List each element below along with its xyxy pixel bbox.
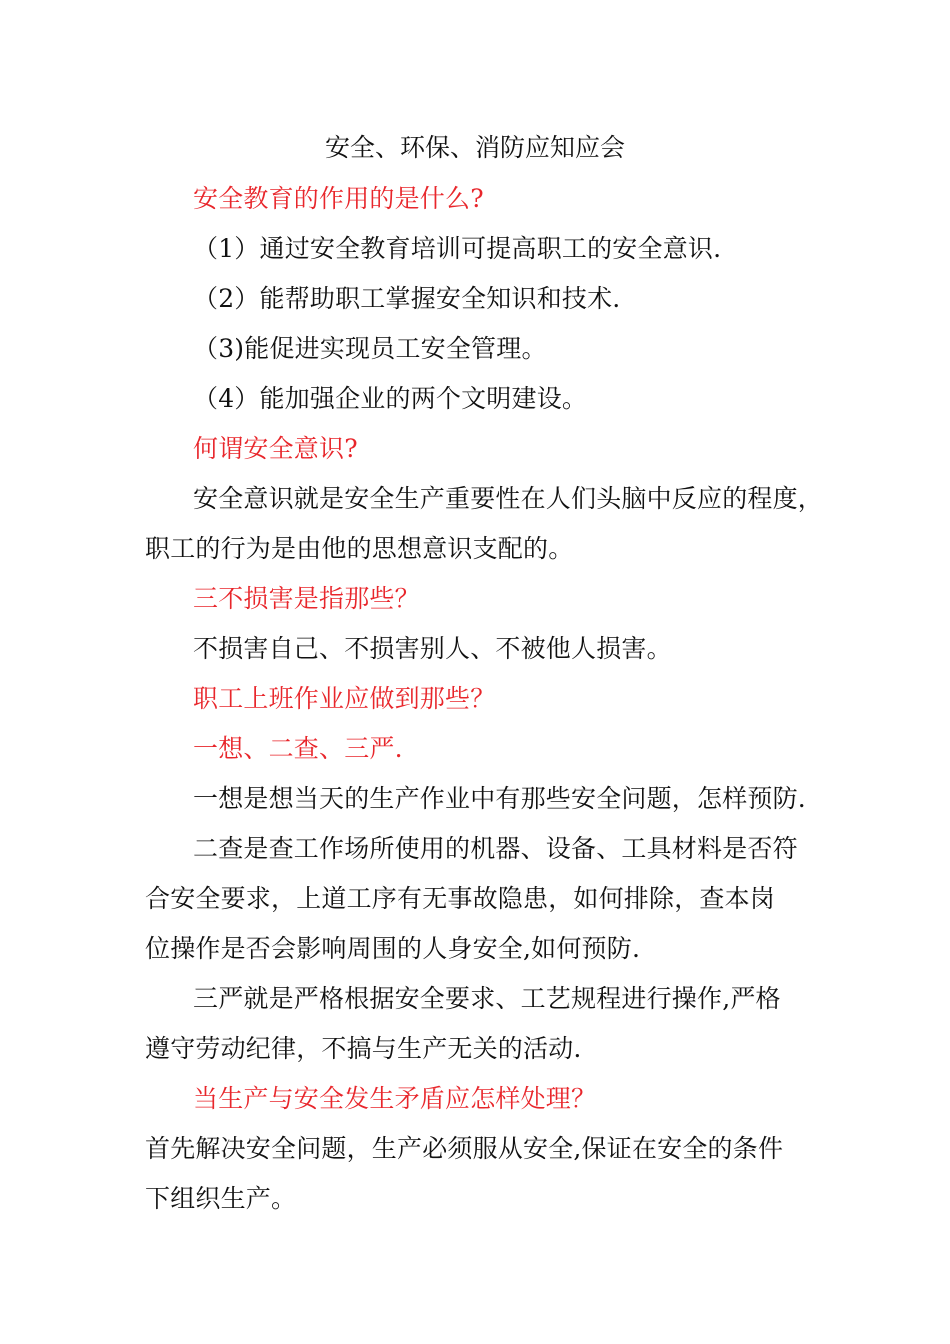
answer-item-1: （1）通过安全教育培训可提高职工的安全意识. bbox=[193, 234, 722, 263]
question-safety-education: 安全教育的作用的是什么? bbox=[193, 184, 484, 213]
answer-production-line-1: 首先解决安全问题，生产必须服从安全,保证在安全的条件 bbox=[145, 1134, 784, 1163]
answer-item-3: （3)能促进实现员工安全管理。 bbox=[193, 334, 547, 363]
answer-ercha-line-2: 合安全要求，上道工序有无事故隐患，如何排除，查本岗 bbox=[145, 884, 776, 913]
question-safety-awareness: 何谓安全意识? bbox=[193, 434, 358, 463]
question-work-duties: 职工上班作业应做到那些？ bbox=[193, 684, 496, 713]
work-duties-summary: 一想、二查、三严. bbox=[193, 734, 403, 763]
answer-ercha-line-3: 位操作是否会影响周围的人身安全,如何预防. bbox=[145, 934, 641, 963]
answer-three-no-harm: 不损害自己、不损害别人、不被他人损害。 bbox=[193, 634, 672, 663]
answer-sanyan-line-2: 遵守劳动纪律，不搞与生产无关的活动. bbox=[145, 1034, 582, 1063]
answer-item-2: （2）能帮助职工掌握安全知识和技术. bbox=[193, 284, 621, 313]
answer-yixiang: 一想是想当天的生产作业中有那些安全问题，怎样预防. bbox=[193, 784, 806, 813]
answer-sanyan-line-1: 三严就是严格根据安全要求、工艺规程进行操作,严格 bbox=[193, 984, 781, 1013]
answer-awareness-line-1: 安全意识就是安全生产重要性在人们头脑中反应的程度， bbox=[193, 484, 824, 513]
question-three-no-harm: 三不损害是指那些？ bbox=[193, 584, 420, 613]
answer-ercha-line-1: 二查是查工作场所使用的机器、设备、工具材料是否符 bbox=[193, 834, 798, 863]
answer-awareness-line-2: 职工的行为是由他的思想意识支配的。 bbox=[145, 534, 574, 563]
answer-item-4: （4）能加强企业的两个文明建设。 bbox=[193, 384, 588, 413]
answer-production-line-2: 下组织生产。 bbox=[145, 1184, 297, 1213]
page-title: 安全、环保、消防应知应会 bbox=[324, 133, 625, 162]
question-production-vs-safety: 当生产与安全发生矛盾应怎样处理？ bbox=[193, 1084, 597, 1113]
